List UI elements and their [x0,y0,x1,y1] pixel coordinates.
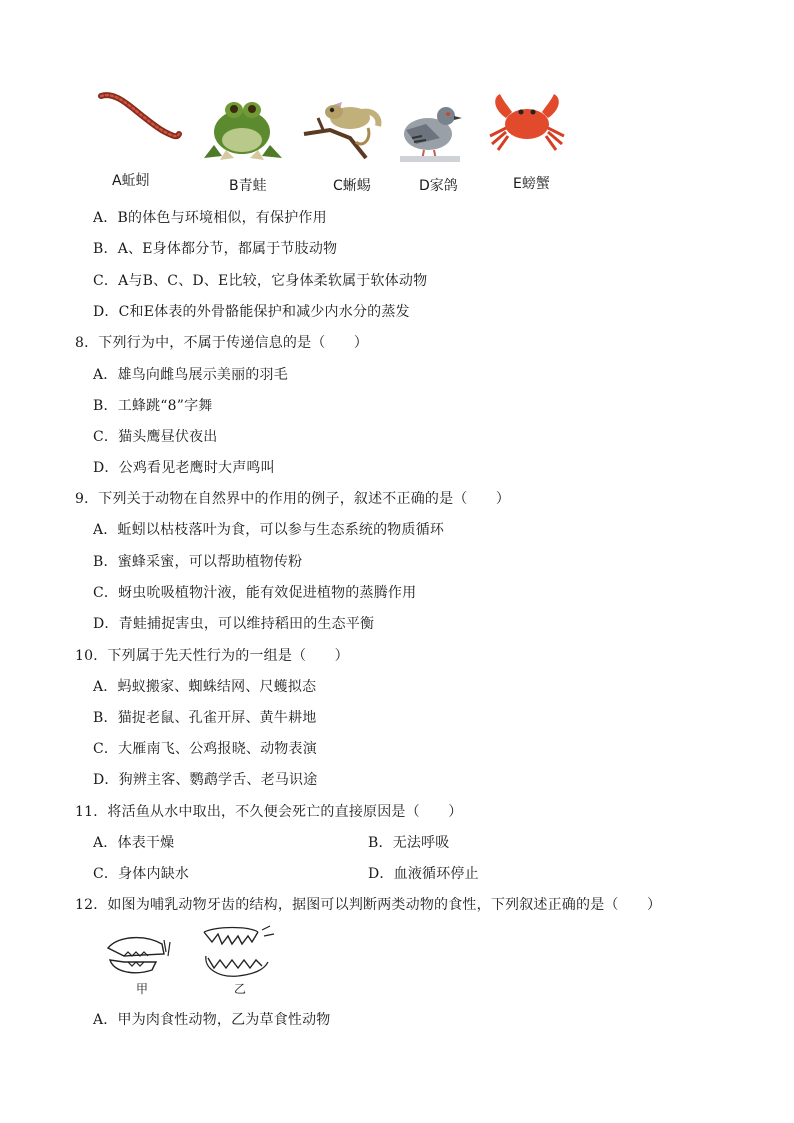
q11-option-a: A．体表干燥 [93,835,175,851]
crab-image [484,88,570,154]
q8-option-a: A．雄鸟向雌鸟展示美丽的羽毛 [93,367,288,383]
caption-lizard: C蜥蜴 [333,178,371,194]
q9-option-d: D．青蛙捕捉害虫，可以维持稻田的生态平衡 [93,616,375,632]
caption-frog: B青蛙 [229,178,267,194]
q11-option-d: D．血液循环停止 [368,866,479,882]
q10-stem: 10．下列属于先天性行为的一组是（ ） [75,648,349,664]
q10-option-d: D．狗辨主客、鹦鹉学舌、老马识途 [93,772,318,788]
caption-pigeon: D家鸽 [419,178,458,194]
q10-option-a: A．蚂蚁搬家、蜘蛛结网、尺蠖拟态 [93,679,317,695]
earthworm-image [95,88,185,148]
q8-option-b: B．工蜂跳“8”字舞 [93,398,213,414]
q9-option-b: B．蜜蜂采蜜，可以帮助植物传粉 [93,554,303,570]
teeth-diagram-yi [198,922,278,984]
q11-option-c: C．身体内缺水 [93,866,190,882]
q9-stem: 9．下列关于动物在自然界中的作用的例子，叙述不正确的是（ ） [75,491,511,507]
teeth-label-jia: 甲 [136,982,149,996]
q7-option-c: C．A与B、C、D、E比较，它身体柔软属于软体动物 [93,273,428,289]
q7-option-b: B．A、E身体都分节，都属于节肢动物 [93,241,338,257]
q12-stem: 12．如图为哺乳动物牙齿的结构，据图可以判断两类动物的食性，下列叙述正确的是（ ） [75,897,662,913]
q10-option-c: C．大雁南飞、公鸡报晓、动物表演 [93,741,317,757]
q11-stem: 11．将活鱼从水中取出，不久便会死亡的直接原因是（ ） [75,804,463,820]
q7-option-a: A．B的体色与环境相似，有保护作用 [93,210,327,226]
frog-image [200,90,285,162]
q11-option-b: B．无法呼吸 [368,835,450,851]
q9-option-c: C．蚜虫吮吸植物汁液，能有效促进植物的蒸腾作用 [93,585,417,601]
q7-option-d: D．C和E体表的外骨骼能保护和减少内水分的蒸发 [93,304,410,320]
caption-crab: E螃蟹 [513,176,550,192]
q8-option-c: C．猫头鹰昼伏夜出 [93,429,218,445]
q8-option-d: D．公鸡看见老鹰时大声鸣叫 [93,460,275,476]
q12-option-a: A．甲为肉食性动物，乙为草食性动物 [93,1012,331,1028]
caption-earthworm: A蚯蚓 [112,173,150,189]
lizard-image [300,88,384,166]
pigeon-image [396,94,464,166]
q10-option-b: B．猫捉老鼠、孔雀开屏、黄牛耕地 [93,710,317,726]
q9-option-a: A．蚯蚓以枯枝落叶为食，可以参与生态系统的物质循环 [93,522,445,538]
teeth-label-yi: 乙 [234,982,247,996]
q8-stem: 8．下列行为中，不属于传递信息的是（ ） [75,335,369,351]
